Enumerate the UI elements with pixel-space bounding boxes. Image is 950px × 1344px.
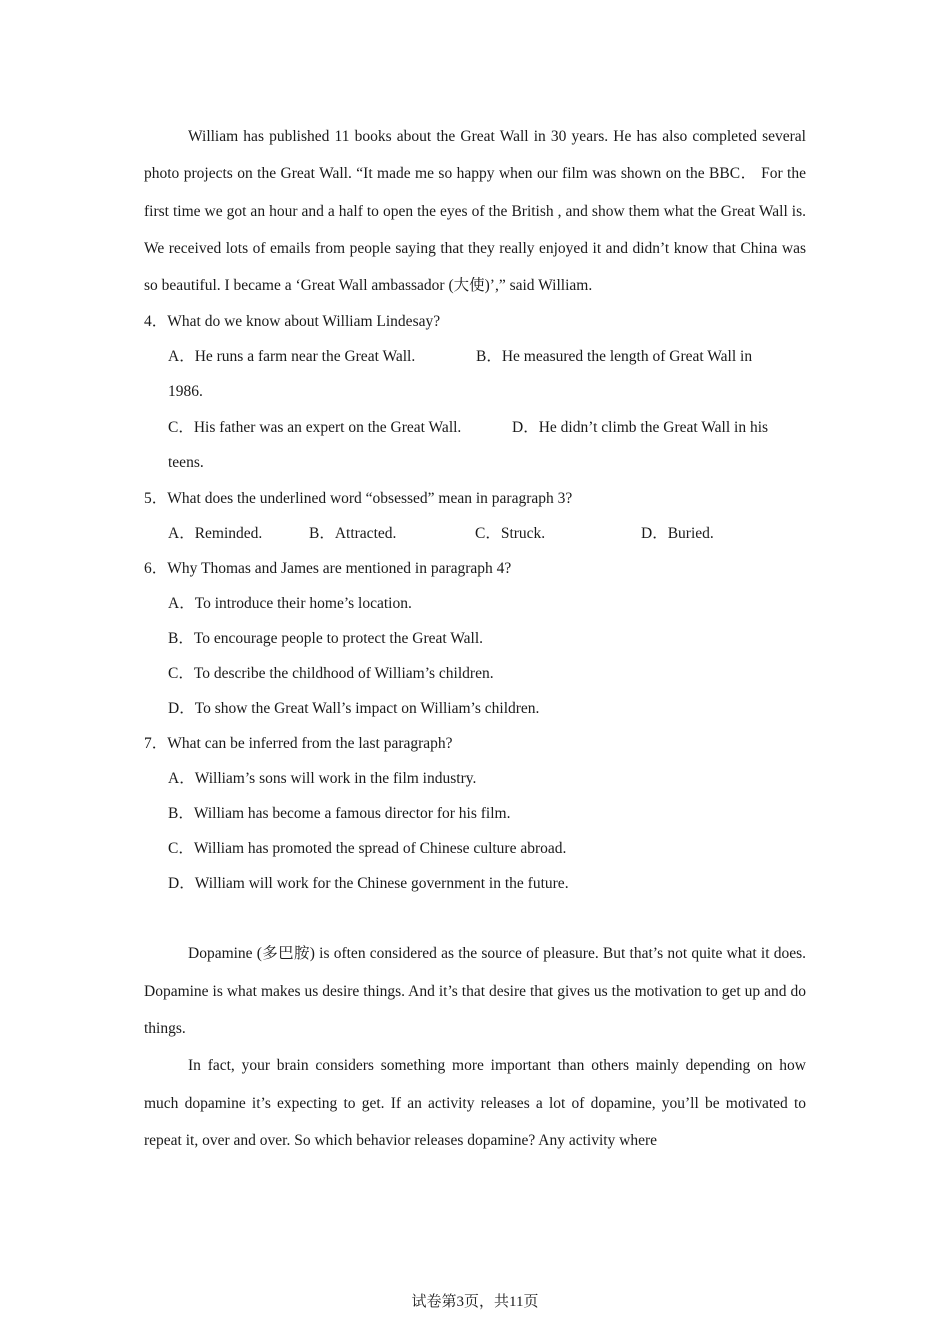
passage-paragraph: Dopamine (多巴胺) is often considered as the source of pleasure. But that’s not quite what it does. Dopamine is what makes us desire things. And it’s that desire that gives us the motivation to get up and do things.: [144, 945, 806, 1038]
option-c: C．Struck.: [475, 525, 546, 543]
option-c: C．His father was an expert on the Great Wall.: [168, 419, 462, 437]
question-5-stem: 5．What does the underlined word “obsessed” mean in paragraph 3?: [144, 490, 573, 508]
option-b: B．He measured the length of Great Wall in: [476, 348, 753, 366]
option-b: B．Attracted.: [309, 525, 397, 543]
page-footer: 试卷第3页，共11页: [411, 1294, 539, 1310]
option-c: C．William has promoted the spread of Chinese culture abroad.: [168, 840, 567, 858]
option-d: D．He didn’t climb the Great Wall in his: [512, 419, 769, 437]
option-a: A．Reminded.: [168, 525, 263, 543]
option-d-continuation: teens.: [168, 454, 204, 472]
option-d: D．To show the Great Wall’s impact on William’s children.: [168, 700, 540, 718]
question-4-stem: 4．What do we know about William Lindesay?: [144, 313, 441, 331]
question-7-stem: 7．What can be inferred from the last paragraph?: [144, 735, 453, 753]
passage-paragraph: William has published 11 books about the Great Wall in 30 years. He has also completed several photo projects on the Great Wall. “It made me so happy when our film was shown on the BBC． For the first time we got an hour and a half to open the eyes of the British , and show them what the Great Wall is. We received lots of emails from people saying that they really enjoyed it and didn’t know that China was so beautiful. I became a ‘Great Wall ambassador (大使)’,” said William.: [144, 128, 806, 295]
option-d: D．William will work for the Chinese government in the future.: [168, 875, 569, 893]
exam-page-content: [144, 118, 806, 1159]
option-a: A．William’s sons will work in the film industry.: [168, 770, 477, 788]
question-4-options-row-1: [168, 339, 806, 374]
section-gap: [144, 901, 806, 935]
passage-paragraph: In fact, your brain considers something more important than others mainly depending on how much dopamine it’s expecting to get. If an activity releases a lot of dopamine, you’ll be motivated to repeat it, over and over. So which behavior releases dopamine? Any activity where: [144, 1057, 806, 1149]
option-b: B．William has become a famous director for his film.: [168, 805, 511, 823]
question-4-options-row-2: [168, 410, 806, 445]
question-6-stem: 6．Why Thomas and James are mentioned in paragraph 4?: [144, 560, 512, 578]
option-a: A．He runs a farm near the Great Wall.: [168, 348, 416, 366]
option-c: C．To describe the childhood of William’s children.: [168, 665, 494, 683]
option-b: B．To encourage people to protect the Great Wall.: [168, 630, 484, 648]
option-a: A．To introduce their home’s location.: [168, 595, 412, 613]
option-d: D．Buried.: [641, 525, 714, 543]
question-5-options-row: [168, 516, 806, 551]
option-b-continuation: 1986.: [168, 383, 203, 401]
